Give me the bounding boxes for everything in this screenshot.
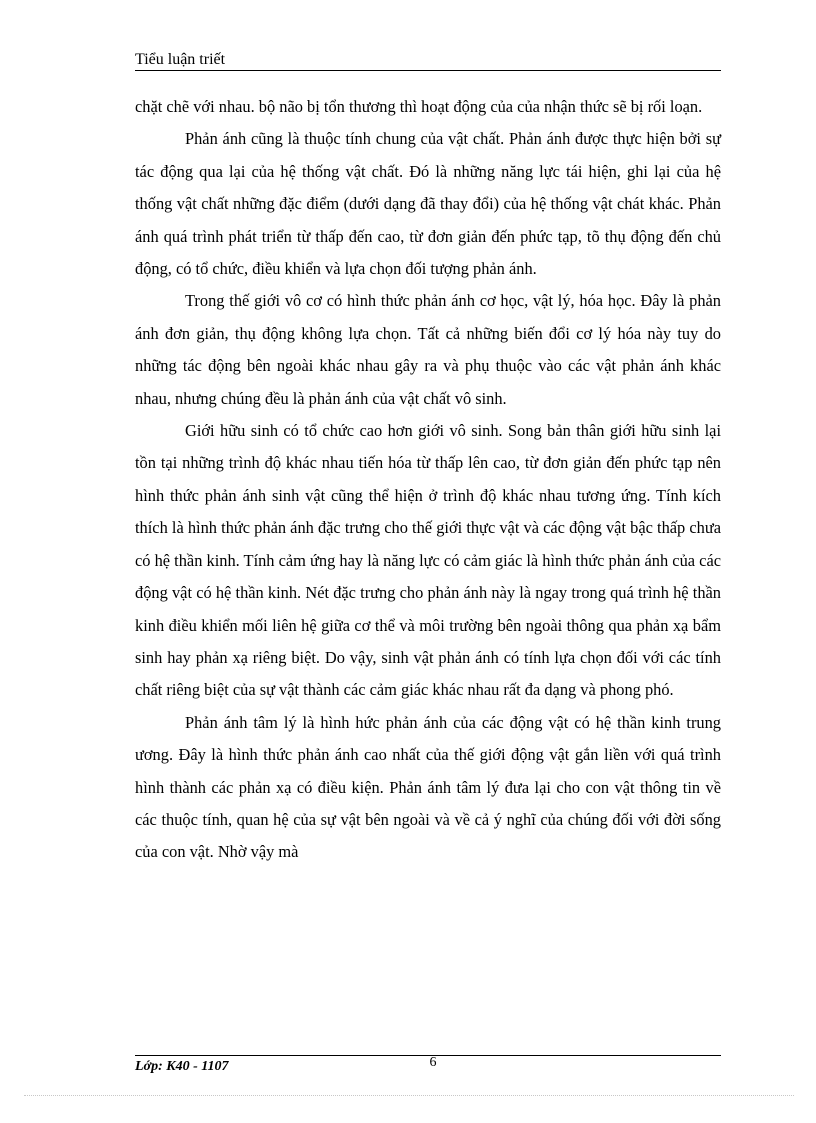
paragraph: Giới hữu sinh có tổ chức cao hơn giới vô sinh. Song bản thân giới hữu sinh lại tồn tại những trình độ khác nhau tiến hóa từ thấp lên cao, từ đơn giản đến phức tạp nên hình thức phản ánh sinh vật cũng thể hiện ở trình độ khác nhau tương ứng. Tính kích thích là hình thức phản ánh đặc trưng cho thế giới thực vật và các động vật bậc thấp chưa có hệ thần kinh. Tính cảm ứng hay là năng lực có cảm giác là hình thức phản ánh của các động vật có hệ thần kinh. Nét đặc trưng cho phản ánh này là ngay trong quá trình hệ thần kinh điều khiển mối liên hệ giữa cơ thể và môi trường bên ngoài thông qua phản xạ bẩm sinh hay phản xạ riêng biệt. Do vậy, sinh vật phản ánh có tính lựa chọn đối với các tính chất riêng biệt của sự vật thành các cảm giác khác nhau rất đa dạng và phong phó. <box>135 421 721 700</box>
page-bottom-border <box>24 1095 794 1096</box>
header-divider <box>135 70 721 71</box>
page-header <box>135 48 721 72</box>
paragraph: chặt chẽ với nhau. bộ não bị tổn thương thì hoạt động của của nhận thức sẽ bị rối loạn. <box>135 97 703 116</box>
body-text <box>135 91 721 869</box>
paragraph: Trong thế giới vô cơ có hình thức phản ánh cơ học, vật lý, hóa học. Đây là phản ánh đơn giản, thụ động không lựa chọn. Tất cả những biến đổi cơ lý hóa này tuy do những tác động bên ngoài khác nhau gây ra và phụ thuộc vào các vật phản ánh khác nhau, nhưng chúng đều là phản ánh của vật chất vô sinh. <box>135 291 721 408</box>
paragraph: Phản ánh cũng là thuộc tính chung của vật chất. Phản ánh được thực hiện bởi sự tác động qua lại của hệ thống vật chất. Đó là những năng lực tái hiện, ghi lại của hệ thống vật chất những đặc điểm (dưới dạng đã thay đổi) của hệ thống vật chát khác. Phản ánh quá trình phát triển từ thấp đến cao, từ đơn giản đến phức tạp, tõ thụ động đến chủ động, có tổ chức, điều khiển và lựa chọn đối tượng phản ánh. <box>135 129 721 279</box>
header-title: Tiểu luận triết <box>135 51 226 68</box>
paragraph: Phản ánh tâm lý là hình hức phản ánh của các động vật có hệ thần kinh trung ương. Đây là hình thức phản ánh cao nhất của thế giới động vật gắn liền với quá trình hình thành các phản xạ có điều kiện. Phản ánh tâm lý đưa lại cho con vật thông tin về các thuộc tính, quan hệ của sự vật bên ngoài và về cả ý nghĩ của chúng đối với đời sống của con vật. Nhờ vậy mà <box>135 712 721 862</box>
footer-class-label: Lớp: K40 - 1107 <box>135 1059 229 1074</box>
page-number: 6 <box>429 1055 437 1070</box>
